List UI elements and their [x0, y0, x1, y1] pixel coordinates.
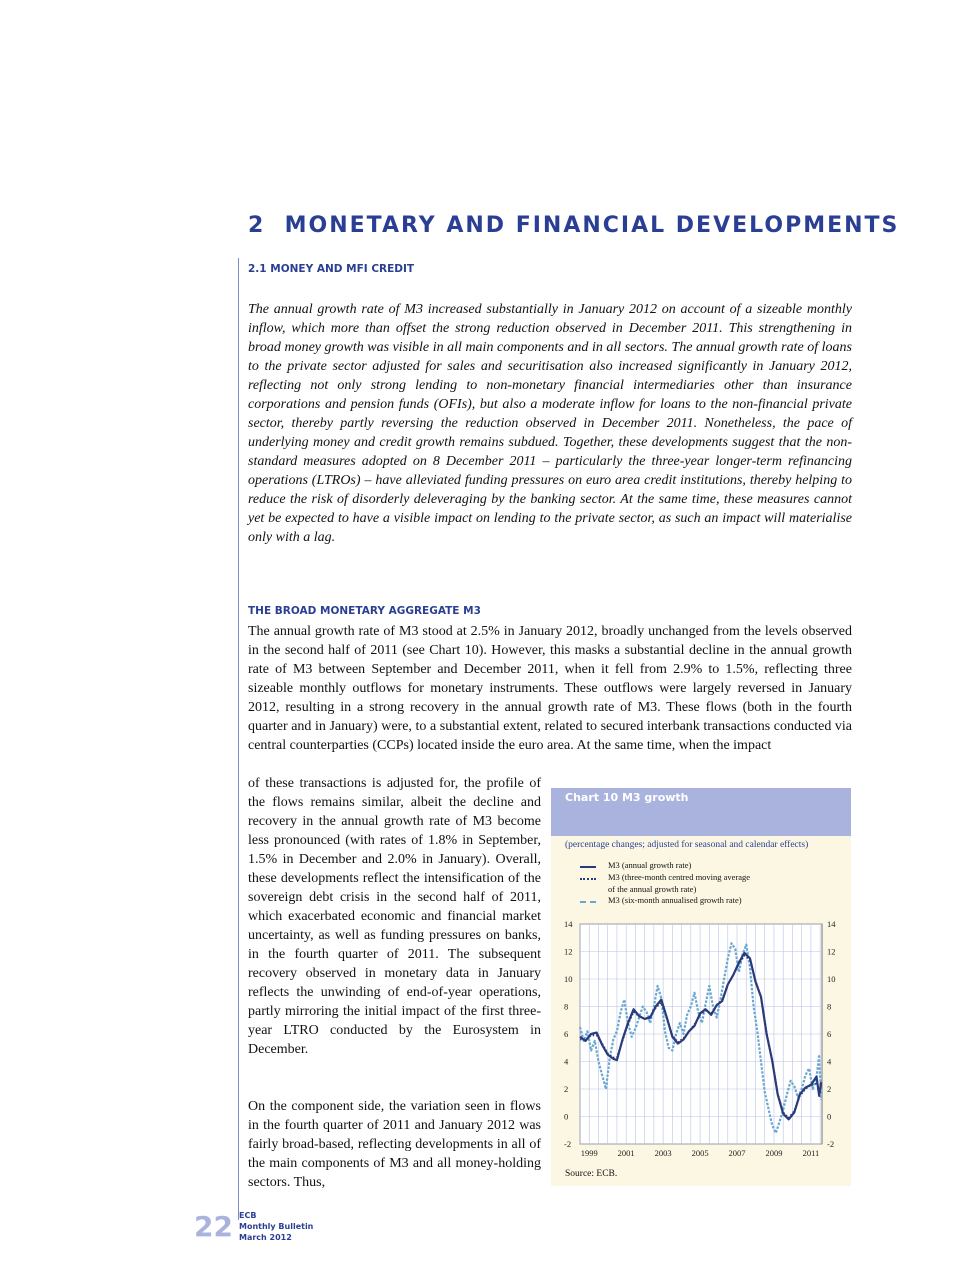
intro-summary: The annual growth rate of M3 increased substantially in January 2012 on account of a sizeable monthly inflow, which more than offset the strong reduction observed in December 2011. This strengthening in broad money growth was visible in all main components and in all sectors. The annual growth rate of loans to the private sector adjusted for sales and securitisation also increased significantly in January 2012, reflecting not only strong lending to non-monetary financial intermediaries other than insurance corporations and pension funds (OFIs), but also a moderate inflow for loans to the non-financial private sector, thereby partly reversing the reduction observed in December 2011. Nonetheless, the pace of underlying money and credit growth remains subdued. Together, these developments suggest that the non-standard measures adopted on 8 December 2011 – particularly the three-year longer-term refinancing operations (LTROs) – have alleviated funding pressures on euro area credit institutions, thereby helping to reduce the risk of disorderly deleveraging by the banking sector. At the same time, these measures cannot yet be expected to have a visible impact on lending to the private sector, as such an impact will materialise only with a lag.	[248, 302, 852, 545]
subsection-title: 2.1 MONEY AND MFI CREDIT	[248, 263, 415, 275]
legend-label: M3 (three-month centred moving average	[608, 872, 751, 882]
footer-line-bulletin: Monthly Bulletin	[239, 1222, 314, 1231]
legend-swatch-solid	[580, 866, 596, 868]
section-title: 2 MONETARY AND FINANCIAL DEVELOPMENTS	[248, 213, 900, 238]
y-tick-label-left: -2	[564, 1139, 572, 1149]
footer-line-date: March 2012	[239, 1233, 292, 1242]
margin-rule	[238, 258, 239, 1220]
legend-item-moving-average-cont	[575, 884, 845, 895]
chart-title: Chart 10 M3 growth	[565, 791, 689, 804]
y-tick-label-left: 8	[564, 1001, 569, 1012]
m3-heading: THE BROAD MONETARY AGGREGATE M3	[248, 605, 481, 617]
y-tick-label-right: 0	[827, 1111, 832, 1122]
footer-publication	[239, 1210, 313, 1243]
x-tick-label: 2003	[654, 1148, 672, 1158]
y-tick-label-right: 14	[827, 919, 836, 929]
y-tick-label-right: 2	[827, 1084, 832, 1094]
y-tick-label-left: 14	[564, 919, 573, 929]
y-tick-label-right: 6	[827, 1029, 832, 1039]
chart-source: Source: ECB.	[565, 1169, 618, 1179]
legend-swatch-dotted	[580, 878, 596, 880]
x-tick-label: 2007	[728, 1148, 746, 1158]
y-tick-label-left: 4	[564, 1056, 569, 1067]
legend-item-annual	[575, 860, 845, 872]
y-tick-label-left: 12	[564, 946, 573, 957]
m3-line-chart	[551, 916, 851, 1166]
y-tick-label-left: 2	[564, 1084, 569, 1094]
x-tick-label: 2011	[802, 1148, 820, 1158]
page-number: 22	[194, 1210, 233, 1243]
y-tick-label-left: 0	[564, 1111, 569, 1122]
legend-label: M3 (six-month annualised growth rate)	[608, 895, 742, 905]
x-tick-label: 2009	[765, 1148, 783, 1158]
y-tick-label-right: 10	[827, 974, 836, 984]
x-tick-label: 2005	[691, 1148, 709, 1158]
legend-label: M3 (annual growth rate)	[608, 860, 692, 870]
y-tick-label-right: 8	[827, 1001, 832, 1012]
legend-item-six-month	[575, 895, 845, 907]
legend-item-moving-average	[575, 872, 845, 884]
x-tick-label: 1999	[580, 1148, 598, 1158]
y-tick-label-right: -2	[827, 1139, 835, 1149]
x-tick-label: 2001	[617, 1148, 635, 1158]
chart-legend	[575, 860, 845, 907]
y-tick-label-left: 10	[564, 974, 573, 984]
y-tick-label-left: 6	[564, 1029, 569, 1039]
body-paragraph-components: On the component side, the variation seen in flows in the fourth quarter of 2011 and January 2012 was fairly broad-based, reflecting developments in all of the main components of M3 and all money-holding sectors. Thus,	[248, 1099, 541, 1190]
chart-header	[551, 788, 851, 836]
legend-swatch-dashed	[580, 901, 596, 903]
chart-subtitle: (percentage changes; adjusted for seasonal and calendar effects)	[565, 840, 809, 850]
footer-line-ecb: ECB	[239, 1211, 257, 1220]
y-tick-label-right: 12	[827, 946, 836, 957]
body-paragraph-full: The annual growth rate of M3 stood at 2.5% in January 2012, broadly unchanged from the levels observed in the second half of 2011 (see Chart 10). However, this masks a substantial decline in the annual growth rate of M3 between September and December 2011, when it fell from 2.9% to 1.5%, reflecting three sizeable monthly outflows for monetary instruments. These outflows were largely reversed in January 2012, resulting in a strong recovery in the annual growth rate of M3. These flows (both in the fourth quarter and in January) were, to a substantial extent, related to secured interbank transactions conducted via central counterparties (CCPs) located inside the euro area. At the same time, when the impact	[248, 624, 852, 753]
body-paragraph-left: of these transactions is adjusted for, the profile of the flows remains similar, albeit the decline and recovery in the annual growth rate of M3 become less pronounced (with rates of 1.8% in September, 1.5% in December and 2.0% in January). Overall, these developments reflect the intensification of the sovereign debt crisis in the second half of 2011, which exacerbated economic and financial market uncertainty, as well as funding pressures on banks, in the fourth quarter of 2011. The subsequent recovery observed in monetary data in January reflects the unwinding of end-of-year operations, partly mirroring the initial impact of the first three-year LTRO conducted by the Eurosystem in December.	[248, 776, 541, 1057]
y-tick-label-right: 4	[827, 1056, 832, 1067]
legend-label-continued: of the annual growth rate)	[608, 884, 697, 894]
chart-panel	[551, 788, 851, 1186]
